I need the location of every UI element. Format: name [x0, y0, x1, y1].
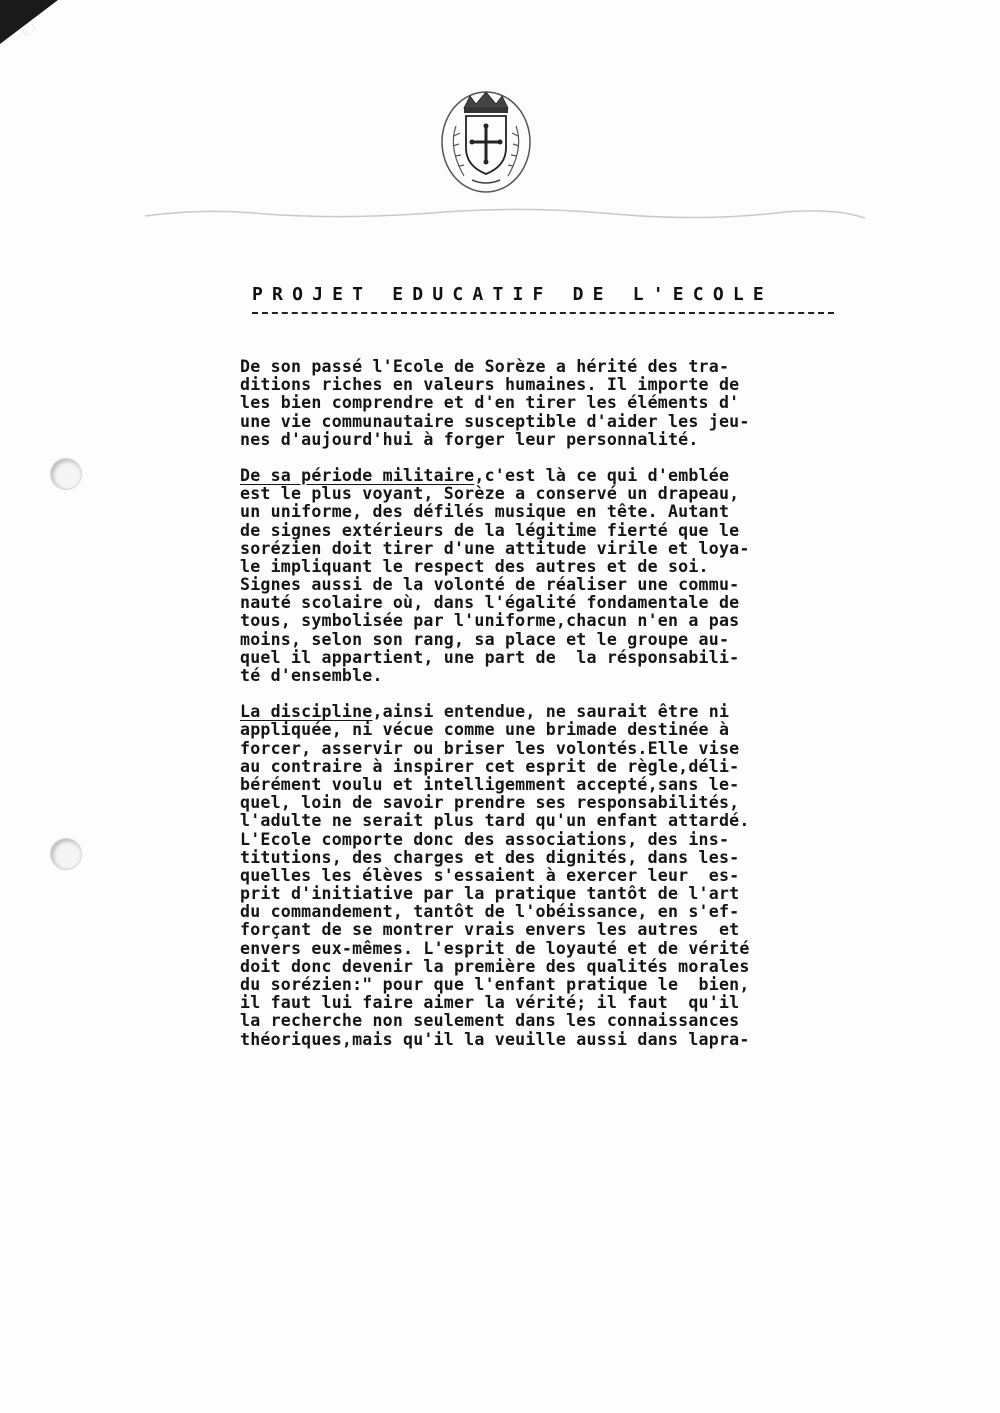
text-line: un uniforme, des défilés musique en tête. Autant — [240, 503, 730, 522]
text-line: théoriques,mais qu'il la veuille aussi dans lapra- — [240, 1030, 750, 1049]
text-line: té d'ensemble. — [240, 667, 383, 685]
text-line: de signes extérieurs de la légitime fierté que le — [240, 521, 740, 540]
text-line: du commandement, tantôt de l'obéissance, en s'ef- — [240, 903, 740, 922]
text-line — [240, 703, 840, 721]
binder-hole-bottom — [50, 838, 82, 870]
text-line: Signes aussi de la volonté de réaliser une commu- — [240, 576, 740, 595]
text-line: bérément voulu et intelligemment accepté,sans le- — [240, 775, 740, 794]
school-crest-emblem — [438, 86, 534, 194]
text-line: nauté scolaire où, dans l'égalité fondamentale de — [240, 594, 740, 613]
text-fragment: ,c'est là ce qui d'emblée — [474, 466, 730, 485]
corner-stamp-text: E.I. — [20, 19, 44, 40]
text-line: forçant de se montrer vrais envers les autres et — [240, 921, 740, 940]
text-line: quel, loin de savoir prendre ses responsabilités, — [240, 794, 740, 813]
paragraph-military — [240, 467, 840, 685]
text-line: nes d'aujourd'hui à forger leur personnalité. — [240, 430, 699, 449]
text-line: quelles les élèves s'essaient à exercer leur es- — [240, 866, 740, 885]
text-line: les bien comprendre et d'en tirer les éléments d' — [240, 394, 740, 413]
text-line: une vie communautaire susceptible d'aider les jeu- — [240, 412, 750, 431]
text-line — [240, 467, 840, 485]
text-line: envers eux-mêmes. L'esprit de loyauté et de vérité — [240, 939, 750, 958]
text-line: il faut lui faire aimer la vérité; il faut qu'il — [240, 994, 740, 1013]
text-line: est le plus voyant, Sorèze a conservé un drapeau, — [240, 485, 740, 504]
text-line: doit donc devenir la première des qualités morales — [240, 957, 750, 976]
underlined-heading: De sa période militaire — [240, 466, 475, 485]
text-line: le impliquant le respect des autres et de soi. — [240, 557, 709, 576]
text-line: appliquée, ni vécue comme une brimade destinée à — [240, 721, 730, 740]
corner-stamp — [0, 0, 58, 44]
text-fragment: ,ainsi entendue, ne saurait être ni — [372, 703, 730, 722]
text-line: sorézien doit tirer d'une attitude virile et loya- — [240, 539, 750, 558]
text-line: De son passé l'Ecole de Sorèze a hérité des tra- — [240, 358, 730, 376]
document-body — [240, 358, 840, 1049]
text-line: moins, selon son rang, sa place et le groupe au- — [240, 630, 730, 649]
text-line: au contraire à inspirer cet esprit de règle,déli- — [240, 757, 740, 776]
title-underline — [252, 312, 834, 314]
text-line: quel il appartient, une part de la résponsabili- — [240, 648, 740, 667]
text-line: du sorézien:" pour que l'enfant pratique le bien, — [240, 976, 750, 994]
binder-hole-top — [50, 458, 82, 490]
text-line: titutions, des charges et des dignités, dans les- — [240, 848, 740, 867]
text-line: la recherche non seulement dans les connaissances — [240, 1012, 740, 1031]
paragraph-heritage — [240, 358, 840, 449]
document-title: PROJET EDUCATIF DE L'ECOLE — [252, 284, 773, 305]
paragraph-discipline — [240, 703, 840, 1049]
pasted-paper-edge — [145, 204, 865, 228]
text-line: prit d'initiative par la pratique tantôt de l'art — [240, 885, 740, 904]
text-line: tous, symbolisée par l'uniforme,chacun n'en a pas — [240, 612, 740, 631]
underlined-heading: La discipline — [240, 703, 373, 722]
text-line: l'adulte ne serait plus tard qu'un enfant attardé. — [240, 812, 750, 831]
text-line: ditions riches en valeurs humaines. Il importe de — [240, 376, 740, 395]
text-line: forcer, asservir ou briser les volontés.Elle vise — [240, 739, 740, 758]
text-line: L'Ecole comporte donc des associations, des ins- — [240, 830, 730, 849]
